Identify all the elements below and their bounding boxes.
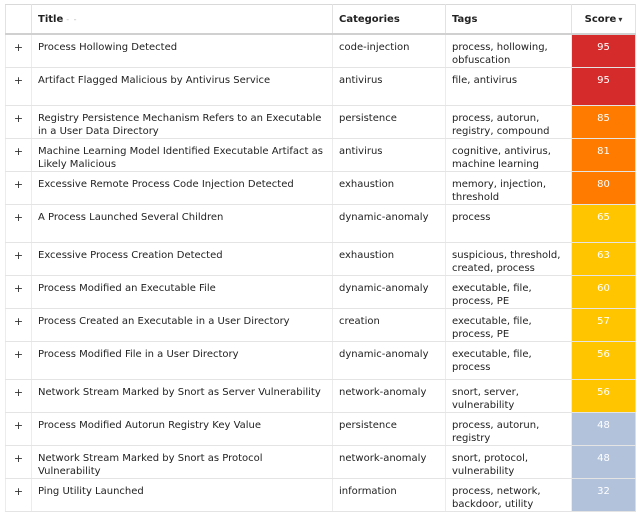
signature-tags: file, antivirus [446,68,572,106]
score-badge: 32 [572,479,636,512]
signature-title: Process Modified File in a User Directory [32,342,333,380]
signature-title: Registry Persistence Mechanism Refers to an Executable in a User Data Directory [32,106,333,139]
table-row [6,413,636,446]
signature-title: Process Hollowing Detected [32,34,333,68]
score-badge: 48 [572,446,636,479]
signature-title: Machine Learning Model Identified Executable Artifact as Likely Malicious [32,139,333,172]
table-row [6,342,636,380]
signature-title: Excessive Process Creation Detected [32,243,333,276]
table-row [6,276,636,309]
table-row [6,243,636,276]
expand-row-button[interactable]: + [6,446,32,479]
table-row [6,446,636,479]
table-header [6,5,636,35]
signature-category: exhaustion [333,243,446,276]
signature-tags: snort, server, vulnerability [446,380,572,413]
signature-title: Artifact Flagged Malicious by Antivirus Service [32,68,333,106]
title-header-label: Title [38,13,64,25]
header-row [6,5,636,35]
signature-tags: snort, protocol, vulnerability [446,446,572,479]
table-body [6,34,636,512]
signature-tags: process, autorun, registry, compound [446,106,572,139]
signature-title: A Process Launched Several Children [32,205,333,243]
tags-column-header[interactable]: Tags [446,5,572,35]
table-row [6,380,636,413]
score-badge: 85 [572,106,636,139]
signature-category: persistence [333,413,446,446]
expand-row-button[interactable]: + [6,205,32,243]
signature-tags: process, autorun, registry [446,413,572,446]
score-badge: 81 [572,139,636,172]
signature-category: dynamic-anomaly [333,342,446,380]
signature-title: Network Stream Marked by Snort as Server Vulnerability [32,380,333,413]
score-badge: 56 [572,380,636,413]
signature-tags: process [446,205,572,243]
expand-row-button[interactable]: + [6,172,32,205]
signature-tags: executable, file, process, PE [446,309,572,342]
expand-row-button[interactable]: + [6,276,32,309]
signature-category: persistence [333,106,446,139]
signature-tags: process, hollowing, obfuscation [446,34,572,68]
signature-title: Process Created an Executable in a User Directory [32,309,333,342]
expand-row-button[interactable]: + [6,106,32,139]
score-badge: 80 [572,172,636,205]
table-row [6,309,636,342]
signature-category: dynamic-anomaly [333,276,446,309]
expand-row-button[interactable]: + [6,342,32,380]
signature-category: code-injection [333,34,446,68]
signature-category: dynamic-anomaly [333,205,446,243]
table-row [6,106,636,139]
signatures-table [5,4,636,512]
signature-category: information [333,479,446,512]
title-column-header[interactable] [32,5,333,35]
score-header-label: Score [584,13,617,25]
signature-category: antivirus [333,68,446,106]
signature-tags: executable, file, process [446,342,572,380]
signature-tags: process, network, backdoor, utility [446,479,572,512]
table-row [6,205,636,243]
expand-row-button[interactable]: + [6,380,32,413]
signature-tags: cognitive, antivirus, machine learning [446,139,572,172]
score-badge: 95 [572,68,636,106]
categories-column-header[interactable]: Categories [333,5,446,35]
sort-neutral-icon[interactable]: - - [66,14,78,24]
signature-title: Excessive Remote Process Code Injection Detected [32,172,333,205]
signature-title: Process Modified Autorun Registry Key Value [32,413,333,446]
signature-category: network-anomaly [333,380,446,413]
signature-tags: memory, injection, threshold [446,172,572,205]
signature-title: Process Modified an Executable File [32,276,333,309]
score-column-header[interactable] [572,5,636,35]
score-badge: 48 [572,413,636,446]
score-badge: 95 [572,34,636,68]
expand-row-button[interactable]: + [6,479,32,512]
expand-row-button[interactable]: + [6,139,32,172]
signature-category: antivirus [333,139,446,172]
expand-row-button[interactable]: + [6,243,32,276]
table-row [6,172,636,205]
expand-row-button[interactable]: + [6,34,32,68]
score-badge: 63 [572,243,636,276]
expand-row-button[interactable]: + [6,309,32,342]
score-badge: 57 [572,309,636,342]
signature-title: Ping Utility Launched [32,479,333,512]
expand-row-button[interactable]: + [6,413,32,446]
table-row [6,68,636,106]
signature-tags: executable, file, process, PE [446,276,572,309]
table-row [6,479,636,512]
sort-descending-icon[interactable]: ▾ [618,14,623,24]
signature-category: network-anomaly [333,446,446,479]
score-badge: 65 [572,205,636,243]
table-row [6,34,636,68]
signature-title: Network Stream Marked by Snort as Protocol Vulnerability [32,446,333,479]
expand-row-button[interactable]: + [6,68,32,106]
signature-tags: suspicious, threshold, created, process [446,243,572,276]
signature-category: creation [333,309,446,342]
signature-category: exhaustion [333,172,446,205]
score-badge: 60 [572,276,636,309]
table-row [6,139,636,172]
expand-column-header [6,5,32,35]
score-badge: 56 [572,342,636,380]
